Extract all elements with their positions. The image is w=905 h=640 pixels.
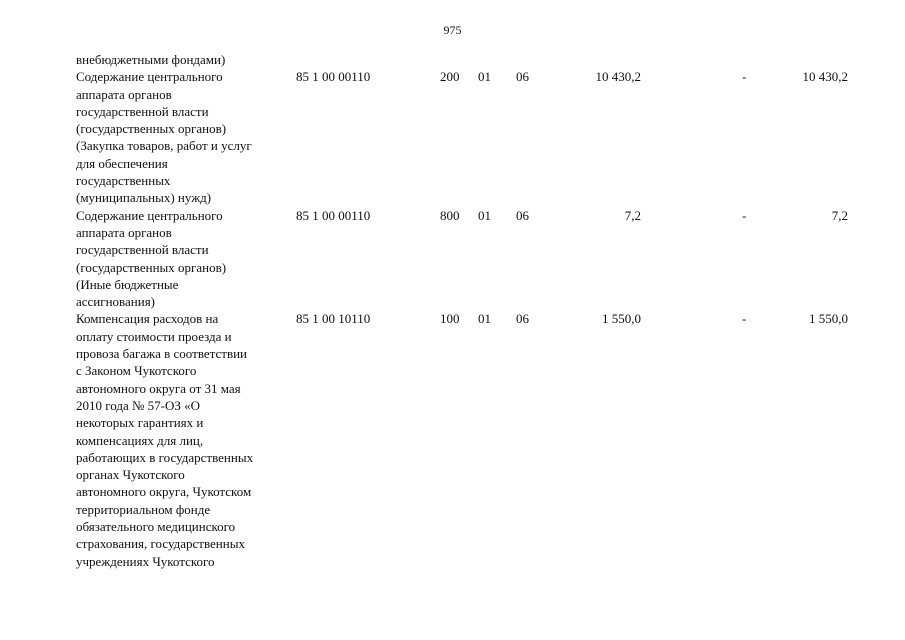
table-row xyxy=(76,207,856,311)
table-row xyxy=(76,68,856,206)
page-number: 975 xyxy=(443,23,462,37)
target-article-code: 85 1 00 00110 xyxy=(296,207,371,223)
subsection-code: 06 xyxy=(516,311,529,327)
approved-sum: 10 430,2 xyxy=(595,69,641,85)
change-sum: - xyxy=(742,69,747,85)
approved-sum: 1 550,0 xyxy=(602,311,641,327)
expense-type: 800 xyxy=(440,207,460,223)
target-article-code: 85 1 00 00110 xyxy=(296,69,371,85)
row-description: Содержание центрального аппарата органов государственной власти (государственных органов) (Закупка товаров, работ и услуг для обеспечения государственных (муниципальных) нужд) xyxy=(76,69,252,206)
section-code: 01 xyxy=(478,69,491,85)
expense-type: 200 xyxy=(440,69,460,85)
target-article-code: 85 1 00 10110 xyxy=(296,311,371,327)
subsection-code: 06 xyxy=(516,207,529,223)
section-code: 01 xyxy=(478,311,491,327)
total-sum: 1 550,0 xyxy=(809,311,848,327)
section-code: 01 xyxy=(478,207,491,223)
budget-table xyxy=(76,51,856,570)
row-description: внебюджетными фондами) xyxy=(76,52,226,67)
total-sum: 7,2 xyxy=(831,207,848,223)
table-row xyxy=(76,310,856,569)
total-sum: 10 430,2 xyxy=(802,69,848,85)
row-description: Содержание центрального аппарата органов государственной власти (государственных органов) (Иные бюджетные ассигнования) xyxy=(76,207,227,310)
change-sum: - xyxy=(742,311,747,327)
row-description: Компенсация расходов на оплату стоимости проезда и провоза багажа в соответствии с Законом Чукотского автономного округа от 31 мая 2010 года № 57-ОЗ «О некоторых гарантиях и компенсациях для лиц, работающих в государственных органах Чукотского автономного округа, Чукотском территориальном фонде обязательного медицинского страхования, государственных учреждениях Чукотского xyxy=(76,311,254,569)
subsection-code: 06 xyxy=(516,69,529,85)
table-row xyxy=(76,51,856,68)
expense-type: 100 xyxy=(440,311,460,327)
approved-sum: 7,2 xyxy=(624,207,641,223)
change-sum: - xyxy=(742,207,747,223)
